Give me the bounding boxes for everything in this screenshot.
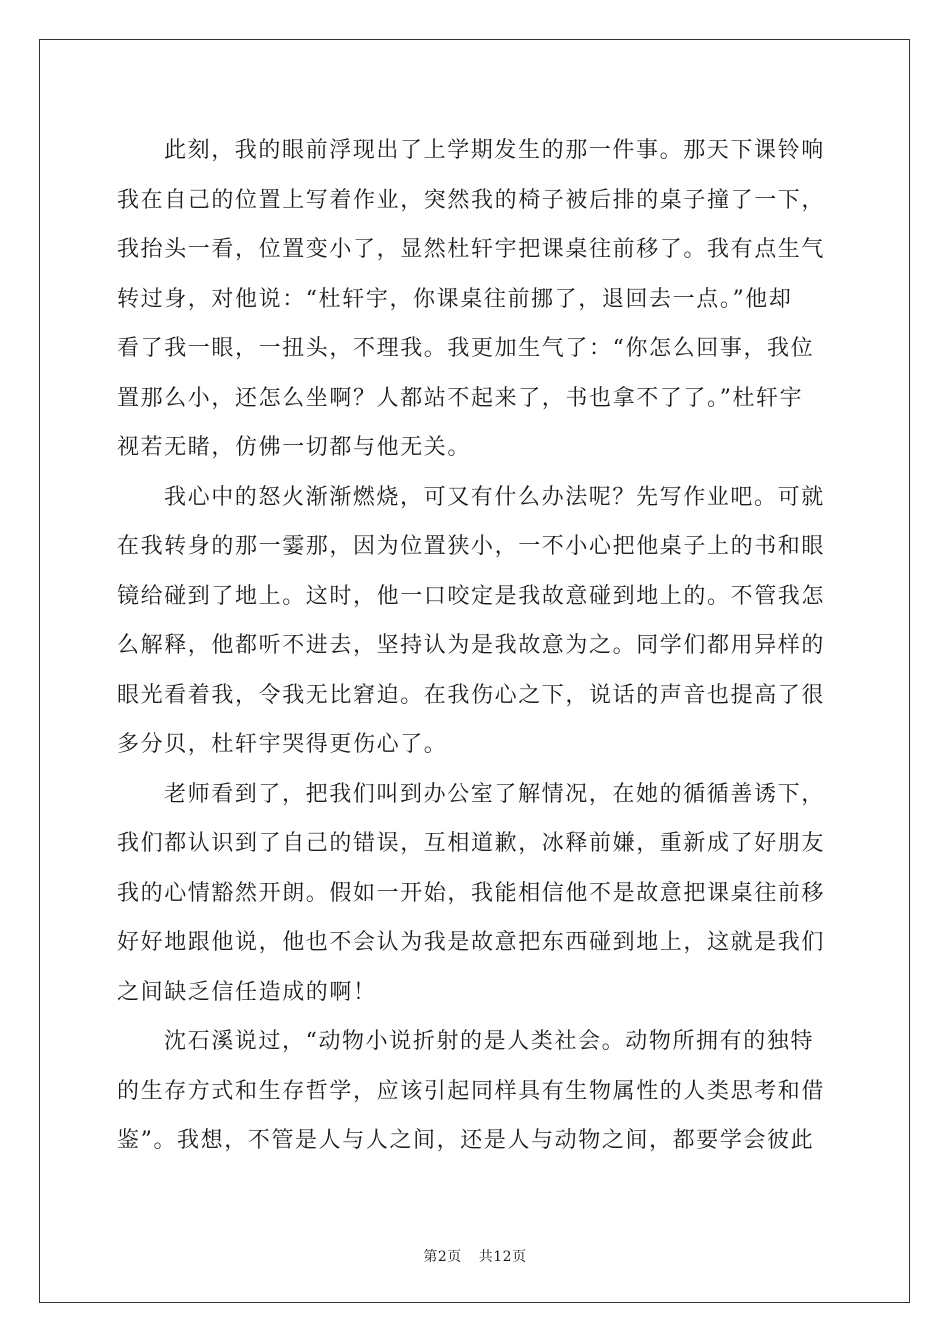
text-line: 镜给碰到了地上。这时，他一口咬定是我故意碰到地上的。不管我怎 bbox=[117, 583, 826, 609]
text-line: 我的心情豁然开朗。假如一开始，我能相信他不是故意把课桌往前移 bbox=[117, 880, 826, 906]
page-total: 共12页 bbox=[478, 1249, 527, 1265]
text-line: 多分贝，杜轩宇哭得更伤心了。 bbox=[117, 732, 448, 757]
text-line: 鉴”。我想，不管是人与人之间，还是人与动物之间，都要学会彼此 bbox=[117, 1128, 815, 1153]
text-line: 我们都认识到了自己的错误，互相道歉，冰释前嫌，重新成了好朋友 bbox=[117, 831, 826, 856]
text-line: 视若无睹，仿佛一切都与他无关。 bbox=[117, 435, 472, 460]
text-line: 么解释，他都听不进去，坚持认为是我故意为之。同学们都用异样的 bbox=[117, 633, 826, 658]
page-number: 第2页 bbox=[423, 1249, 462, 1265]
text-line: 我在自己的位置上写着作业，突然我的椅子被后排的桌子撞了一下， bbox=[117, 187, 826, 213]
text-line: 在我转身的那一霎那，因为位置狭小，一不小心把他桌子上的书和眼 bbox=[117, 534, 826, 559]
text-line: 置那么小，还怎么坐啊？人都站不起来了，书也拿不了了。”杜轩宇 bbox=[117, 385, 804, 411]
text-line: 我心中的怒火渐渐燃烧，可又有什么办法呢？先写作业吧。可就 bbox=[164, 484, 825, 510]
text-line: 此刻，我的眼前浮现出了上学期发生的那一件事。那天下课铃响 bbox=[164, 138, 825, 163]
text-line: 好好地跟他说，他也不会认为我是故意把东西碰到地上，这就是我们 bbox=[117, 930, 826, 955]
document-body bbox=[117, 126, 837, 1166]
text-line: 眼光看着我，令我无比窘迫。在我伤心之下，说话的声音也提高了很 bbox=[117, 682, 826, 708]
text-line: 沈石溪说过，“动物小说折射的是人类社会。动物所拥有的独特 bbox=[164, 1029, 815, 1054]
text-line: 我抬头一看，位置变小了，显然杜轩宇把课桌往前移了。我有点生气 bbox=[117, 237, 826, 262]
text-line: 看了我一眼，一扭头，不理我。我更加生气了：“你怎么回事，我位 bbox=[117, 336, 815, 361]
text-line: 之间缺乏信任造成的啊！ bbox=[117, 979, 377, 1005]
text-line: 老师看到了，把我们叫到办公室了解情况，在她的循循善诱下， bbox=[164, 781, 825, 807]
text-line: 的生存方式和生存哲学，应该引起同样具有生物属性的人类思考和借 bbox=[117, 1078, 826, 1104]
text-line: 转过身，对他说：“杜轩宇，你课桌往前挪了，退回去一点。”他却 bbox=[117, 286, 793, 312]
page-footer bbox=[0, 1246, 950, 1266]
